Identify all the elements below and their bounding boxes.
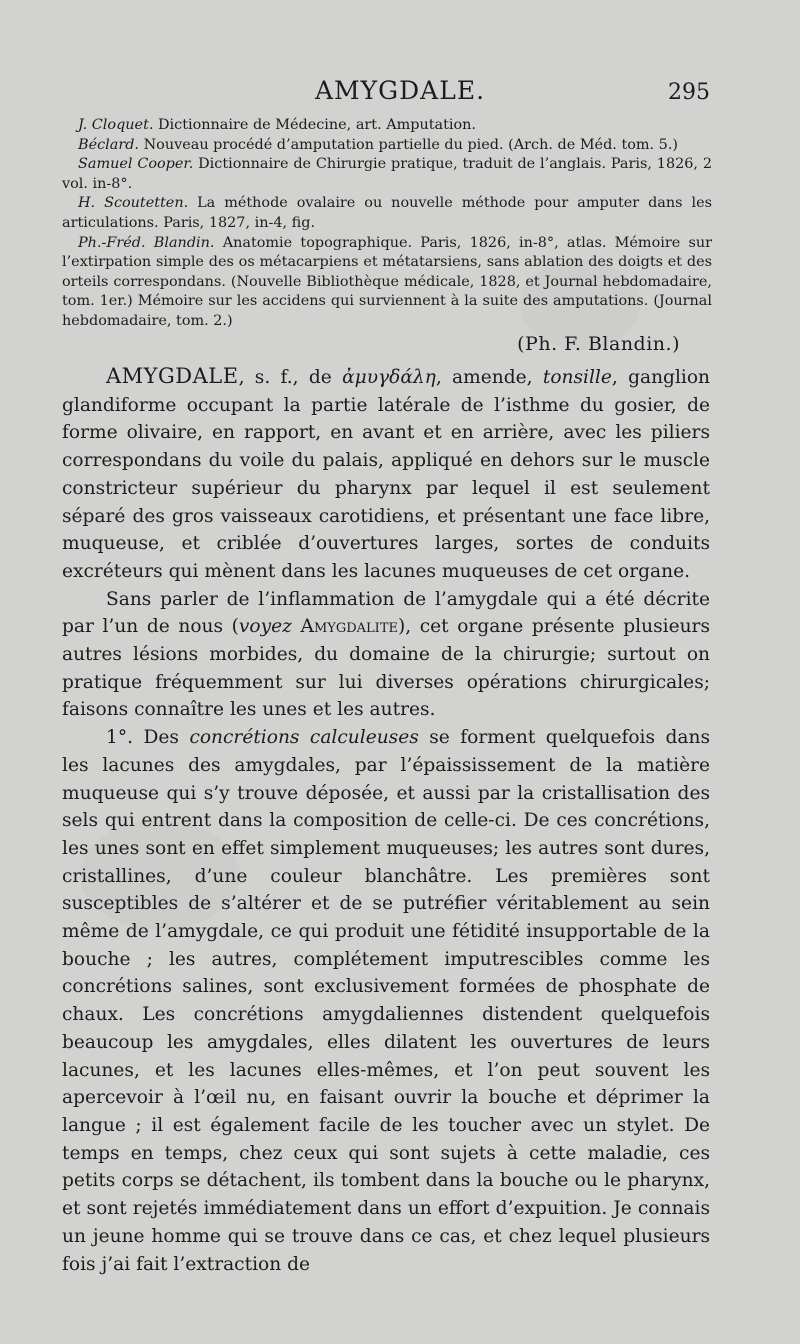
reference-text: Anatomie topographique. Paris, 1826, in-8°, atlas. Mémoire sur l’extirpation simple des os métacarpiens et métatarsiens, sans ablation des doigts et des orteils correspondans. (Nouvelle Bibliothèque médicale, 1828, et Journal hebdomadaire, tom. 1er.) Mémoire sur les accidens qui surviennent à la suite des amputations. (Journal hebdomadaire, tom. 2.) — [62, 234, 713, 329]
article-signature: (Ph. F. Blandin.) — [517, 333, 680, 355]
text-run: , ganglion glandiforme occupant la partie latérale de l’isthme du gosier, de forme olivaire, en rapport, en avant et en arrière, avec les piliers correspondans du voile du palais, appliqué en dehors sur le muscle constricteur supérieur du pharynx par lequel il est seulement séparé des gros vaisseaux carotidiens, et présentant une face libre, muqueuse, et criblée d’ouvertures larges, sortes de conduits excréteurs qui mènent dans les lacunes muqueuses de cet organe. — [62, 367, 711, 582]
reference-text: Dictionnaire de Médecine, art. Amputation. — [153, 117, 476, 133]
text-run: , s. f., de — [238, 367, 343, 388]
paragraph — [62, 363, 710, 586]
reference-text: Nouveau procédé d’amputation partielle du pied. (Arch. de Méd. tom. 5.) — [139, 136, 679, 153]
reference-entry — [62, 234, 712, 332]
running-header — [60, 74, 722, 114]
reference-entry — [62, 155, 712, 194]
text-run: , amende, — [435, 367, 543, 388]
paragraph — [62, 586, 710, 725]
headword: AMYGDALE — [106, 364, 239, 388]
text-run: 1°. Des — [106, 727, 190, 749]
cross-reference-label: voyez — [238, 616, 292, 638]
page-number: 295 — [668, 80, 710, 105]
bibliography — [62, 116, 712, 332]
paragraph — [62, 724, 710, 1278]
reference-author: Béclard. — [78, 136, 139, 153]
reference-author: Samuel Cooper. — [78, 156, 194, 173]
reference-author: Ph.-Fréd. Blandin. — [78, 234, 215, 251]
text-run: se forment quelquefois dans les lacunes des amygdales, par l’épaississement de la matière muqueuse qui s’y trouve déposée, et aussi par la cristallisation des sels qui entrent dans la composition de celle-ci. De ces concrétions, les unes sont en effet simplement muqueuses; les autres sont dures, cristallines, d’une couleur blanchâtre. Les premières sont susceptibles de s’altérer et de se putréfier véritablement au sein même de l’amygdale, ce qui produit une fétidité insupportable de la bouche ; les autres, complétement imputrescibles comme les concrétions salines, sont exclusivement formées de phosphate de chaux. Les concrétions amygdaliennes distendent quelquefois beaucoup les amygdales, elles dilatent les ouvertures de leurs lacunes, et les lacunes elles-mêmes, et l’on peut souvent les apercevoir à l’œil nu, en faisant ouvrir la bouche et déprimer la langue ; il est également facile de les toucher avec un stylet. De temps en temps, chez ceux qui sont sujets à cette maladie, ces petits corps se détachent, ils tombent dans la bouche ou le pharynx, et sont rejetés immédiatement dans un effort d’expuition. Je connais un jeune homme qui se trouve dans ce cas, et chez lequel plusieurs fois j’ai fait l’extraction de — [62, 727, 711, 1275]
section-term: concrétions calculeuses — [189, 727, 419, 749]
reference-author: J. Cloquet. — [78, 117, 154, 133]
reference-author: H. Scoutetten. — [78, 195, 189, 212]
running-title: AMYGDALE. — [315, 76, 486, 105]
cross-reference: Amygdalite — [291, 616, 398, 638]
reference-entry — [62, 136, 712, 156]
text-run: ), cet organe présente plusieurs autres lésions morbides, du domaine de la chirurgie; surtout on pratique fréquemment sur lui diverses opérations chirurgicales; faisons connaître les unes et les autres. — [62, 616, 710, 721]
reference-text: La méthode ovalaire ou nouvelle méthode pour amputer dans les articulations. Paris, 1827, in-4, fig. — [62, 195, 712, 231]
article-body — [62, 363, 710, 1278]
reference-entry — [62, 194, 712, 233]
text-run: Sans parler de l’inflammation de l’amygdale qui a été décrite par l’un de nous ( — [62, 588, 710, 638]
greek-etymology: ἀμυγδάλη — [342, 367, 436, 388]
reference-entry — [62, 116, 712, 136]
synonym: tonsille — [542, 367, 612, 388]
reference-text: Dictionnaire de Chirurgie pratique, traduit de l’anglais. Paris, 1826, 2 vol. in-8°. — [62, 156, 712, 192]
